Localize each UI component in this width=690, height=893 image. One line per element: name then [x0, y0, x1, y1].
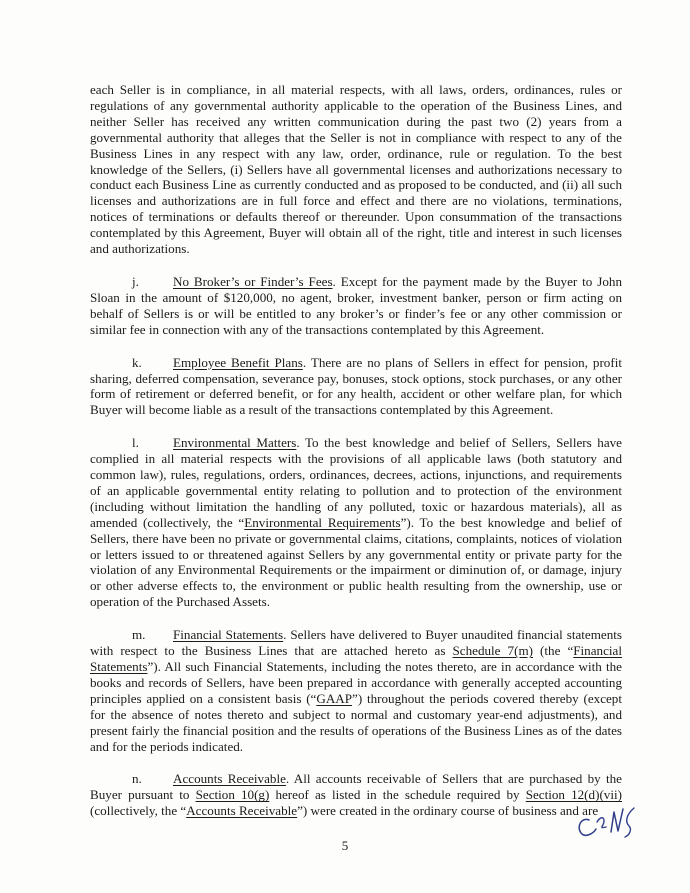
handwritten-initials: [573, 802, 643, 842]
section-n: [90, 771, 622, 819]
section-letter: k.: [132, 354, 142, 370]
schedule-reference: Schedule 7(m): [452, 643, 533, 659]
section-heading: Employee Benefit Plans: [173, 354, 303, 370]
section-text: . There are no plans of Sellers in effect for pension, profit sharing, deferred compensation, severance pay, bonuses, stock options, stock purchases, or any other form of retirement or deferred benefit, or for any health, accident or other welfare plan, for which Buyer will become liable as a result of the transactions contemplated by this Agreement.: [90, 354, 622, 418]
section-text: ”) throughout the periods covered thereby (except for the absence of notes thereto and subject to normal and customary year-end adjustments), and present fairly the financial position and the results of operations of the Business Lines as of the dates and for the periods indicated.: [90, 690, 622, 754]
section-text: ”) were created in the ordinary course of business and are: [297, 803, 599, 819]
section-reference: Section 10(g): [195, 787, 270, 803]
section-letter: j.: [132, 273, 139, 289]
section-text: . Sellers have delivered to Buyer unaudited financial statements with respect to the Business Lines that are attached hereto as: [90, 627, 622, 659]
section-text: . Except for the payment made by the Buyer to John Sloan in the amount of $120,000, no agent, broker, investment banker, person or firm acting on behalf of Sellers is or will be entitled to any broker’s or finder’s fee or any other commission or similar fee in connection with any of the transactions contemplated by this Agreement.: [90, 273, 622, 337]
section-text: ”). All such Financial Statements, including the notes thereto, are in accordance with the books and records of Sellers, have been prepared in accordance with generally accepted accounting principles applied on a consistent basis (“: [90, 659, 622, 706]
section-heading: No Broker’s or Finder’s Fees: [173, 273, 333, 289]
section-m: [90, 627, 622, 754]
defined-term: GAAP: [316, 690, 353, 706]
section-heading: Financial Statements: [173, 627, 284, 643]
section-k: [90, 355, 622, 419]
section-letter: m.: [132, 627, 146, 643]
defined-term: Accounts Receivable: [186, 803, 298, 819]
section-letter: l.: [132, 435, 139, 451]
paragraph-compliance: [90, 82, 622, 257]
section-j: [90, 274, 622, 338]
paragraph-text: each Seller is in compliance, in all material respects, with all laws, orders, ordinances, rules or regulations of any governmental authority applicable to the operation of the Business Lines, and neither Seller has received any written communication during the past two (2) years from a governmental authority that alleges that the Seller is not in compliance with respect to any of the Business Lines in any respect with any law, order, ordinance, rule or regulation. To the best knowledge of the Sellers, (i) Sellers have all governmental licenses and authorizations necessary to conduct each Business Line as currently conducted and as proposed to be conducted, and (ii) all such licenses and authorizations are in full force and effect and there are no violations, terminations, notices of terminations or defaults thereof or thereunder. Upon consummation of the transactions contemplated by this Agreement, Buyer will obtain all of the right, title and interest in such licenses and authorizations.: [90, 82, 622, 257]
section-l: [90, 435, 622, 610]
section-reference: Section 12(d)(vii): [525, 787, 622, 803]
section-heading: Accounts Receivable: [173, 771, 286, 787]
section-text: hereof as listed in the schedule required by: [269, 787, 526, 803]
page-number: 5: [341, 838, 349, 853]
defined-term: Environmental Requirements: [244, 514, 401, 530]
section-text: . All accounts receivable of Sellers that are purchased by the Buyer pursuant to: [90, 771, 622, 803]
section-text: ”). To the best knowledge and belief of Sellers, there have been no private or governmental claims, citations, complaints, notices of violation or letters issued to or threatened against Sellers by any governmental entity or private party for the violation of any Environmental Requirements or the impairment or diminution of, or damage, injury or other adverse effects to, the environment or public health resulting from the ownership, use or operation of the Purchased Assets.: [90, 514, 622, 610]
section-text: (the “: [533, 643, 574, 659]
section-text: (collectively, the “: [90, 803, 187, 819]
section-heading: Environmental Matters: [173, 435, 297, 451]
section-text: . To the best knowledge and belief of Sellers, Sellers have complied in all material respects with the provisions of all applicable laws (both statutory and common law), rules, regulations, orders, ordinances, decrees, actions, injunctions, and requirements of an applicable governmental entity relating to pollution and to protection of the environment (including without limitation the handling of any polluted, toxic or hazardous materials), all as amended (collectively, the “: [90, 435, 622, 530]
document-body: [90, 82, 622, 836]
section-letter: n.: [132, 771, 142, 787]
defined-term: Financial Statements: [90, 643, 622, 674]
